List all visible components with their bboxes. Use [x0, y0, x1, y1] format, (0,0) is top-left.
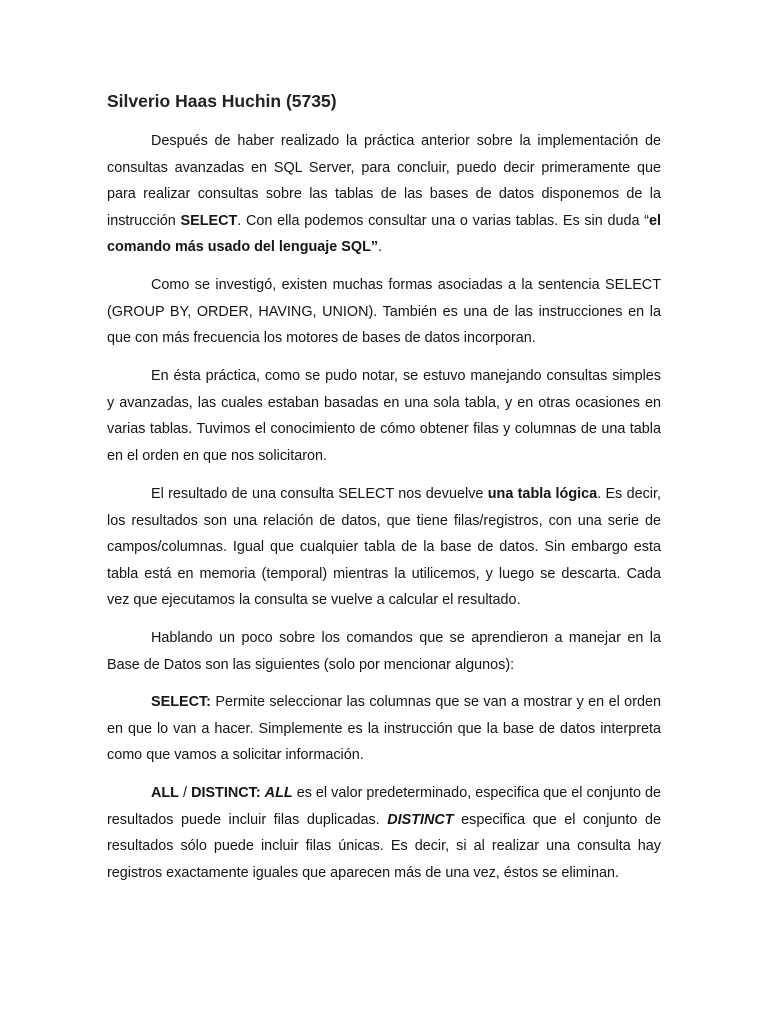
bold-text: ALL [151, 785, 179, 801]
paragraph-practice: En ésta práctica, como se pudo notar, se estuvo manejando consultas simples y avanzadas, las cuales estaban basadas en una sola tabla, y en otras ocasiones en varias tablas. Tuvimos el conocimiento de cómo obtener filas y columnas de una tabla en el orden en que nos solicitaron. [107, 368, 661, 464]
text-run: El resultado de una consulta SELECT nos devuelve [151, 486, 488, 502]
text-run: . Con ella podemos consultar una o varias tablas. Es sin duda “ [237, 212, 649, 229]
paragraph-select-definition [107, 689, 661, 769]
paragraph-conclusion [107, 128, 661, 261]
text-run: . Es decir, los resultados son una relación de datos, que tiene filas/registros, con una serie de campos/columnas. Igual que cualquier tabla de la base de datos. Sin embargo esta tabla está en memoria (temporal) mientras la utilicemos, y luego se descarta. Cada vez que ejecutamos la consulta se vuelve a calcular el resultado. [107, 486, 661, 608]
bold-text: SELECT [180, 212, 238, 229]
text-run: / [178, 785, 192, 801]
bold-italic-text: DISTINCT [387, 811, 454, 828]
paragraph-logical-table [107, 481, 661, 614]
text-run: es el valor predeterminado, especifica que el conjunto de resultados puede incluir filas duplicadas. [107, 785, 661, 828]
document-title: Silverio Haas Huchin (5735) [107, 91, 337, 111]
paragraph-all-distinct [107, 780, 661, 886]
text-run: especifica que el conjunto de resultados sólo puede incluir filas únicas. Es decir, si al realizar una consulta hay registros exactamente iguales que aparecen más de una vez, éstos se eliminan. [107, 811, 662, 881]
bold-text: SELECT: [151, 694, 211, 710]
bold-text: una tabla lógica [487, 486, 598, 502]
text-run: Después de haber realizado la práctica anterior sobre la implementación de consultas avanzadas en SQL Server, para concluir, puedo decir primeramente que para realizar consultas sobre las tablas de las bases de datos disponemos de la instrucción [107, 133, 661, 229]
paragraph-commands-intro: Hablando un poco sobre los comandos que se aprendieron a manejar en la Base de Datos son las siguientes (solo por mencionar algunos): [107, 630, 661, 673]
text-run: . [378, 239, 383, 255]
bold-text: el comando más usado del lenguaje SQL” [107, 212, 661, 255]
paragraph-select-forms: Como se investigó, existen muchas formas asociadas a la sentencia SELECT (GROUP BY, ORDER, HAVING, UNION). También es una de las instrucciones en la que con más frecuencia los motores de bases de datos incorporan. [107, 277, 661, 346]
text-run: Permite seleccionar las columnas que se van a mostrar y en el orden en que lo van a hacer. Simplemente es la instrucción que la base de datos interpreta como que vamos a solicitar información. [107, 694, 661, 763]
bold-text: DISTINCT: [191, 785, 261, 801]
bold-italic-text: ALL [264, 785, 293, 801]
